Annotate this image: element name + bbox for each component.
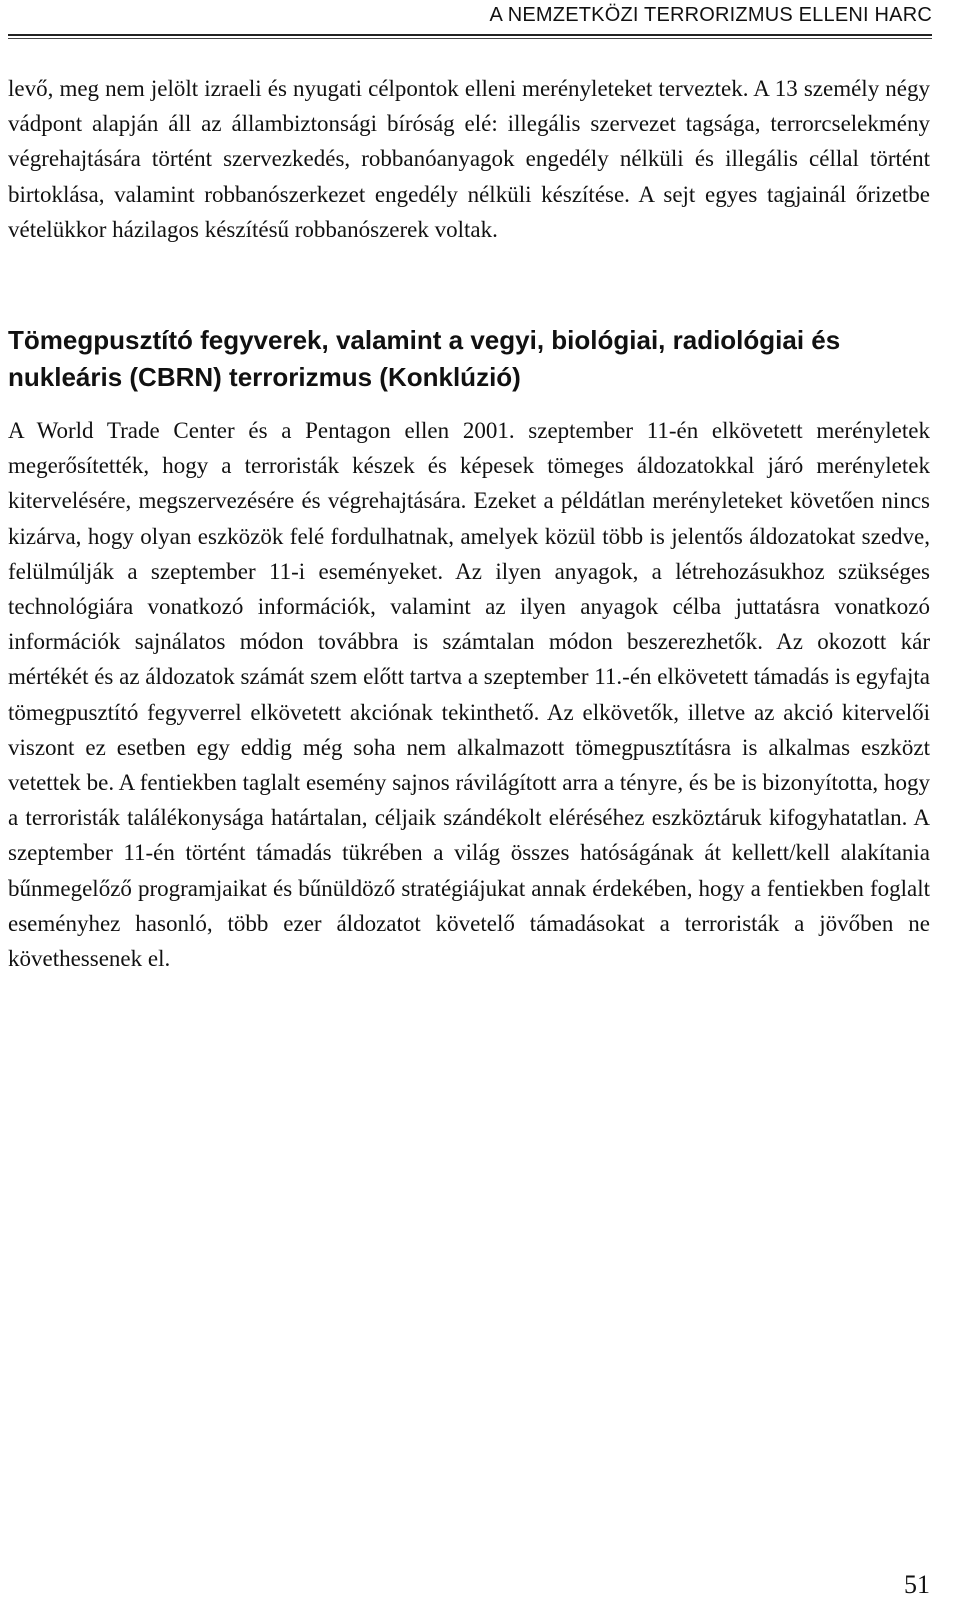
section-heading: Tömegpusztító fegyverek, valamint a vegyi, biológiai, radiológiai és nukleáris (CBRN) terrorizmus (Konklúzió) xyxy=(8,325,841,392)
body-paragraph-1: levő, meg nem jelölt izraeli és nyugati célpontok elleni merényleteket terveztek. A 13 személy négy vádpont alapján áll az állambiztonsági bíróság elé: illegális szervezet tagsága, terrorcselekmény végrehajtására történt szervezkedés, robbanóanyagok engedély nélküli és illegális céllal történt birtoklása, valamint robbanószerkezet engedély nélküli készítése. A sejt egyes tagjainál őrizetbe vételükkor házilagos készítésű robbanószerek voltak. xyxy=(8,76,930,242)
body-paragraph-2: A World Trade Center és a Pentagon ellen 2001. szeptember 11-én elkövetett merényletek megerősítették, hogy a terroristák készek és képesek tömeges áldozatokkal járó merényletek kitervelésére, megszervezésére és végrehajtására. Ezeket a példátlan merényleteket követően nincs kizárva, hogy olyan eszközök felé fordulhatnak, amelyek közül több is jelentős áldozatokat szedve, felülmúlják a szeptember 11-i eseményeket. Az ilyen anyagok, a létrehozásukhoz szükséges technológiára vonatkozó információk, valamint az ilyen anyagok célba juttatásra vonatkozó információk sajnálatos módon továbbra is számtalan módon beszerezhetők. Az okozott kár mértékét és az áldozatok számát szem előtt tartva a szeptember 11.-én elkövetett támadás is egyfajta tömegpusztító fegyverrel elkövetett akciónak tekinthető. Az elkövetők, illetve az akció kitervelői viszont ez esetben egy eddig még soha nem alkalmazott tömegpusztításra is alkalmas eszközt vetettek be. A fentiekben taglalt esemény sajnos rávilágított arra a tényre, és be is bizonyította, hogy a terroristák találékonysága határtalan, céljaik szándékolt eléréséhez eszköztáruk kifogyhatatlan. A szeptember 11-én történt támadás tükrében a világ összes hatóságának át kellett/kell alakítania bűnmegelőző programjaikat és bűnüldöző stratégiájukat annak érdekében, hogy a fentiekben foglalt eseményhez hasonló, több ezer áldozatot követelő támadásokat a terroristák a jövőben ne követhessenek el. xyxy=(8,418,930,972)
running-header-title: A NEMZETKÖZI TERRORIZMUS ELLENI HARC xyxy=(489,4,932,26)
page-number: 51 xyxy=(904,1570,930,1599)
header-divider xyxy=(8,34,932,36)
header-divider-thin xyxy=(8,38,932,39)
